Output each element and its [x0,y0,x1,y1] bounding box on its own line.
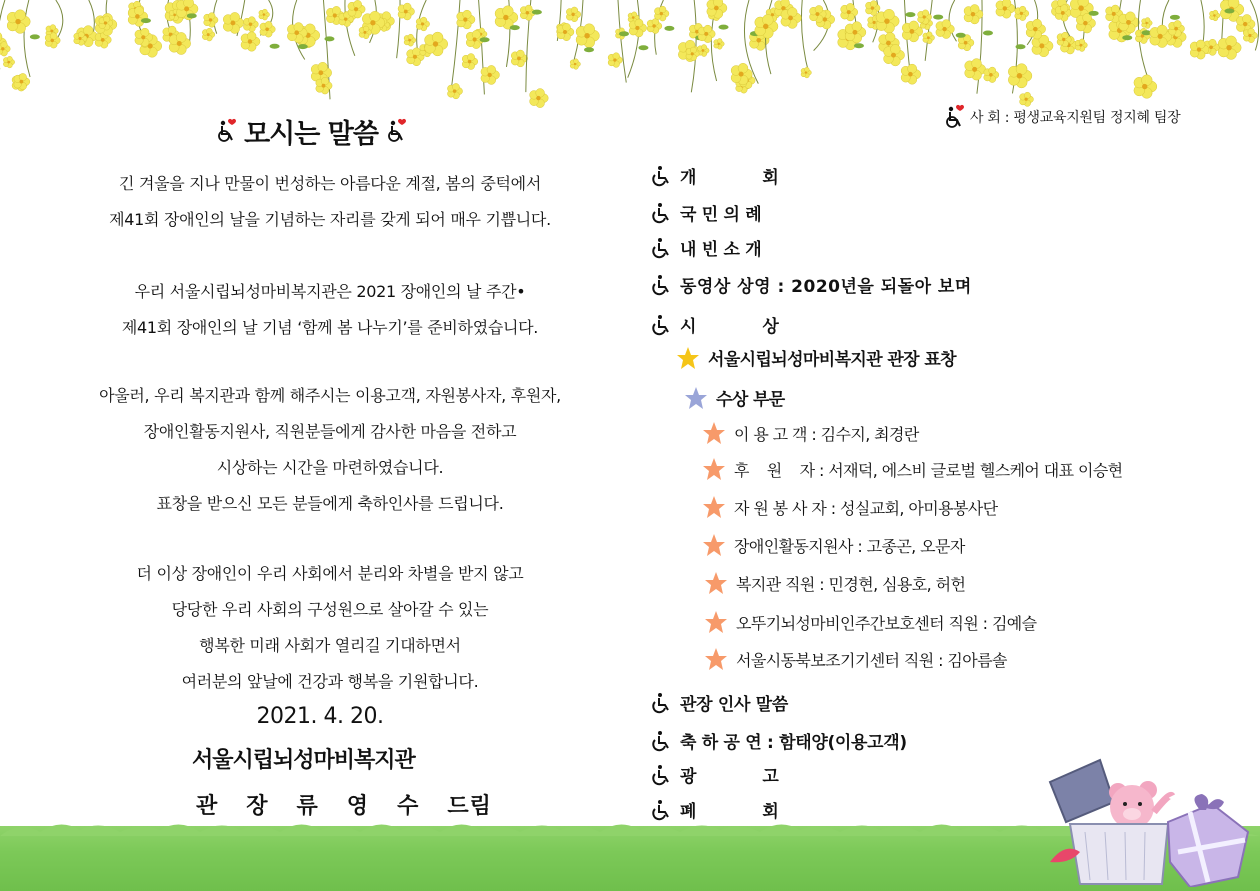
mc-text: 사 회 : 평생교육지원팀 정지혜 팀장 [970,110,1181,126]
garland-stem [925,0,932,61]
flower [566,7,580,22]
garland-leaf [983,31,993,36]
garland-leaf [905,12,915,17]
flower [241,32,260,51]
garland-stem [801,0,809,74]
program-label: 시 상 [680,317,809,337]
award-item [702,533,965,557]
paragraph-4 [40,556,620,700]
text-line: 당당한 우리 사회의 구성원으로 살아갈 수 있는 [171,600,489,619]
flower [923,32,935,44]
flower [1218,36,1241,60]
garland-leaf [298,44,308,49]
wheelchair-icon [648,730,672,752]
garland-leaf [30,34,40,39]
flower [884,44,905,66]
flower [398,3,414,20]
flower [1008,64,1032,88]
award-item-text: 이 용 고 객 : 김수지, 최경란 [734,424,919,444]
flower [128,6,148,26]
flower [629,19,646,37]
flower [1210,10,1220,21]
award-item-text: 후 원 자 : 서재덕, 에스비 글로벌 헬스케어 대표 이승현 [734,460,1123,480]
flower [511,50,527,67]
star-icon [704,610,728,634]
flower [425,32,448,56]
text-line: 아울러, 우리 복지관과 함께 해주시는 이용고객, 자원봉사자, 후원자, [99,386,561,405]
garland-leaf [532,10,542,15]
flower [698,25,715,42]
garland-leaf [956,33,966,38]
flower [260,21,275,37]
flower [901,64,921,84]
paragraph-3 [40,378,620,522]
garland-leaf [719,25,729,30]
award-item [704,571,965,595]
program-label: 축 하 공 연 : 함태양(이용고객) [680,733,907,753]
flower-garland [0,0,1260,110]
flower [457,10,475,29]
star-icon [676,346,700,370]
award-item-text: 자 원 봉 사 자 : 성실교회, 아미용봉사단 [734,498,998,518]
program-perform [648,728,907,753]
text-line: 더 이상 장애인이 우리 사회에서 분리와 차별을 받지 않고 [136,564,524,583]
flower [608,53,622,68]
sign-char: 드림 [447,794,492,819]
flower [0,42,10,56]
wheelchair-heart-icon [384,118,408,144]
flower [45,33,60,48]
flower [1142,18,1153,29]
garland-leaf [270,44,280,49]
program-guests [648,235,761,260]
flower [1243,28,1257,42]
wheelchair-icon [648,165,672,187]
garland-leaf [1016,44,1026,49]
flower [1134,75,1157,99]
gift-box-illustration [1040,752,1255,887]
award-sub-label: 수상 부문 [716,390,785,410]
flower [654,6,668,21]
sign-char: 류 [296,794,319,819]
flower [557,23,574,40]
star-icon [684,386,708,410]
garland-leaf [638,45,648,50]
text-line: 장애인활동지원사, 직원분들에게 감사한 마음을 전하고 [143,422,517,441]
star-icon [702,421,726,445]
flower [902,21,922,42]
program-rite [648,200,761,225]
flower [3,56,14,68]
flower [259,9,270,20]
garland-leaf [480,37,490,42]
star-icon [704,571,728,595]
organization-name: 서울시립뇌성마비복지관 [192,748,415,773]
star-icon [702,457,726,481]
title-text: 모시는 말씀 [244,118,378,150]
wheelchair-icon [648,314,672,336]
program-label: 개 회 [680,168,809,188]
award-item [704,610,1037,634]
text-line: 긴 겨울을 지나 만물이 번성하는 아름다운 계절, 봄의 중턱에서 [119,174,541,193]
wheelchair-icon [648,274,672,296]
program-label: 광 고 [680,767,809,787]
garland-leaf [141,18,151,23]
garland-leaf [933,15,943,20]
flower [404,34,416,46]
sign-char: 장 [246,794,269,819]
award-item-text: 장애인활동지원사 : 고종곤, 오문자 [734,536,965,556]
award-item [704,647,1007,671]
garland-leaf [1089,11,1099,16]
flower [647,18,662,33]
program-label: 관장 인사 말씀 [680,695,788,715]
text-line: 제41회 장애인의 날 기념 ‘함께 봄 나누기’를 준비하였습니다. [121,318,539,337]
flower [576,24,599,48]
garland-leaf [854,43,864,48]
award-item [702,421,919,445]
flower [845,22,866,43]
flower [481,65,500,84]
flower [781,7,801,28]
program-open [648,163,809,188]
award-main [676,345,956,370]
garland-leaf [510,25,520,30]
star-icon [704,647,728,671]
flower [570,59,580,70]
flower [876,9,899,33]
flower [14,73,30,89]
flower [936,20,954,39]
flower [984,67,999,82]
star-icon [702,495,726,519]
flower [202,28,214,41]
garland-leaf [619,31,629,36]
garland-leaf [324,36,334,41]
program-video [648,272,972,297]
sign-char: 영 [346,794,370,819]
paragraph-1 [40,166,620,238]
invitation-date: 2021. 4. 20. [256,704,384,729]
program-speech [648,690,788,715]
flower [707,0,727,18]
invitation-title [196,108,426,154]
flower [996,0,1015,18]
wheelchair-icon [648,202,672,224]
sign-char: 수 [397,794,420,819]
award-main-label: 서울시립뇌성마비복지관 관장 표창 [708,350,956,370]
garland-leaf [584,47,594,52]
garland-leaf [664,26,674,31]
mc-line [942,104,1180,130]
award-item-text: 서울시동북보조기기센터 직원 : 김아름솔 [736,650,1007,670]
flower [965,59,986,81]
flower [1076,13,1095,33]
program-notice [648,762,809,787]
text-line: 행복한 미래 사회가 열리길 기대하면서 [199,636,461,655]
wheelchair-icon [648,692,672,714]
flower [530,89,549,108]
flower [7,10,30,34]
text-line: 표창을 받으신 모든 분들에게 축하인사를 드립니다. [156,494,504,513]
paragraph-2 [40,274,620,346]
award-item-text: 오뚜기뇌성마비인주간보호센터 직원 : 김예슬 [736,613,1037,633]
award-sub [684,385,785,410]
flower [416,17,429,31]
wheelchair-heart-icon [214,118,238,144]
flower [1015,6,1029,20]
flower [462,54,478,70]
flower [204,13,218,28]
flower [1075,39,1087,52]
program-label: 내 빈 소 개 [680,240,762,260]
flower [1119,12,1140,33]
flower [223,12,244,33]
text-line: 제41회 장애인의 날을 기념하는 자리를 갖게 되어 매우 기쁩니다. [109,210,551,229]
garland-leaf [1170,15,1180,20]
flower [714,39,724,50]
flower [169,32,191,54]
flower [243,17,258,32]
sign-char: 관 [196,794,219,819]
program-label: 동영상 상영 : 2020년을 되돌아 보며 [680,277,972,297]
garland-leaf [1122,35,1132,40]
garland-stem [24,0,30,77]
flower [348,0,365,18]
garland-stem [618,0,626,83]
flower [447,83,462,98]
program-label: 국 민 의 례 [680,205,762,225]
program-label: 폐 회 [680,802,809,822]
flower [964,5,983,24]
text-line: 여러분의 앞날에 건강과 행복을 기원합니다. [181,672,479,691]
garland-stem [628,0,639,78]
wheelchair-icon [648,764,672,786]
star-icon [702,533,726,557]
wheelchair-heart-icon [942,104,966,130]
award-item [702,495,998,519]
text-line: 우리 서울시립뇌성마비복지관은 2021 장애인의 날 주간• [134,282,526,301]
wheelchair-icon [648,237,672,259]
text-line: 시상하는 시간을 마련하였습니다. [216,458,444,477]
garland-leaf [1224,8,1234,13]
garland-leaf [187,13,197,18]
flower [801,67,811,78]
program-award [648,312,809,337]
award-item-text: 복지관 직원 : 민경현, 심용호, 허헌 [736,574,966,594]
award-item [702,457,1123,481]
